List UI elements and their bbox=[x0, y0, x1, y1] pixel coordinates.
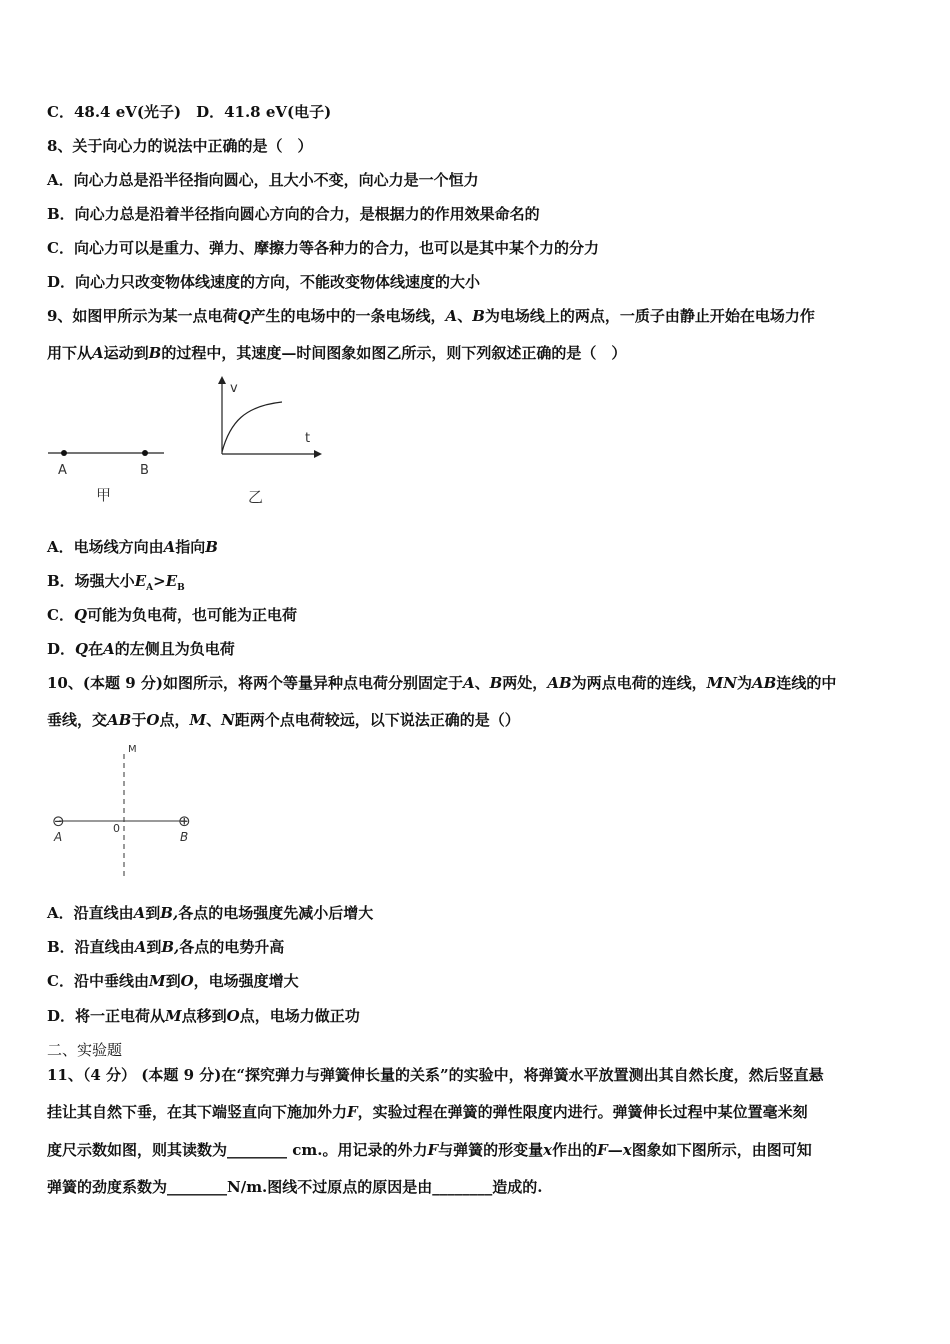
point-b bbox=[142, 450, 148, 456]
q9-option-b: B．场强大小$E_A>E_B$ bbox=[47, 572, 185, 593]
q10-stem-line2: 垂线，交AB于O点，M、N距两个点电荷较远，以下说法正确的是（） bbox=[47, 711, 520, 729]
figure-dipole bbox=[45, 740, 205, 880]
q10-stem-line1: 10、(本题 9 分)如图所示，将两个等量异种点电荷分别固定于A、B两处，AB为两点电荷的连线，MN为AB连线的中 bbox=[47, 674, 837, 692]
caption-jia: 甲 bbox=[96, 486, 112, 504]
label-a: A bbox=[54, 830, 63, 844]
figure-jia bbox=[40, 430, 180, 510]
positive-charge-icon: ⊕ bbox=[178, 812, 191, 830]
q10-option-c: C．沿中垂线由M到O，电场强度增大 bbox=[47, 972, 299, 990]
v-axis-arrow bbox=[218, 376, 226, 384]
label-m: M bbox=[128, 744, 137, 755]
t-axis-arrow bbox=[314, 450, 322, 458]
negative-charge-icon: ⊖ bbox=[52, 812, 65, 830]
velocity-curve bbox=[222, 402, 282, 452]
caption-yi: 乙 bbox=[248, 488, 264, 506]
q9-stem-line1: 9、如图甲所示为某一点电荷Q产生的电场中的一条电场线，A、B为电场线上的两点，一质子由静止开始在电场力作 bbox=[47, 307, 815, 325]
q8-option-c: C．向心力可以是重力、弹力、摩擦力等各种力的合力，也可以是其中某个力的分力 bbox=[47, 239, 599, 257]
label-b: B bbox=[180, 830, 189, 844]
q8-option-b: B．向心力总是沿着半径指向圆心方向的合力，是根据力的作用效果命名的 bbox=[47, 205, 540, 223]
q8-option-d: D．向心力只改变物体线速度的方向，不能改变物体线速度的大小 bbox=[47, 273, 481, 291]
q10-option-a: A．沿直线由A到B,各点的电场强度先减小后增大 bbox=[47, 904, 374, 922]
point-a bbox=[61, 450, 67, 456]
q9-option-c: C．Q可能为负电荷，也可能为正电荷 bbox=[47, 606, 298, 624]
label-b: B bbox=[140, 463, 149, 478]
q9-option-d: D．Q在A的左侧且为负电荷 bbox=[47, 640, 235, 658]
q11-line1: 11、（4 分） (本题 9 分)在“探究弹力与弹簧伸长量的关系”的实验中，将弹簧水平放置测出其自然长度，然后竖直悬 bbox=[47, 1066, 824, 1084]
label-a: A bbox=[58, 463, 67, 478]
q9-option-a: A．电场线方向由A指向B bbox=[47, 538, 218, 556]
option-line-c-d: C．48.4 eV(光子) D．41.8 eV(电子) bbox=[47, 103, 332, 121]
label-t: t bbox=[305, 431, 311, 446]
q11-line4: 弹簧的劲度系数为________N/m.图线不过原点的原因是由________造成的. bbox=[47, 1178, 543, 1196]
label-o: 0 bbox=[113, 822, 120, 835]
label-v: v bbox=[230, 381, 238, 396]
q8-stem: 8、关于向心力的说法中正确的是（ ） bbox=[47, 137, 313, 155]
q9-stem-line2: 用下从A运动到B的过程中，其速度—时间图象如图乙所示，则下列叙述正确的是（ ） bbox=[47, 344, 627, 362]
q8-option-a: A．向心力总是沿半径指向圆心，且大小不变，向心力是一个恒力 bbox=[47, 171, 479, 189]
q11-line3: 度尺示数如图，则其读数为________ cm.。用记录的外力F与弹簧的形变量x作出的F—x图象如下图所示，由图可知 bbox=[47, 1141, 812, 1159]
q10-option-b: B．沿直线由A到B,各点的电势升高 bbox=[47, 938, 285, 956]
section-heading: 二、实验题 bbox=[47, 1041, 123, 1059]
figure-yi bbox=[210, 372, 330, 512]
q10-option-d: D．将一正电荷从M点移到O点，电场力做正功 bbox=[47, 1007, 360, 1025]
q11-line2: 挂让其自然下垂，在其下端竖直向下施加外力F，实验过程在弹簧的弹性限度内进行。弹簧伸长过程中某位置毫米刻 bbox=[47, 1103, 808, 1121]
